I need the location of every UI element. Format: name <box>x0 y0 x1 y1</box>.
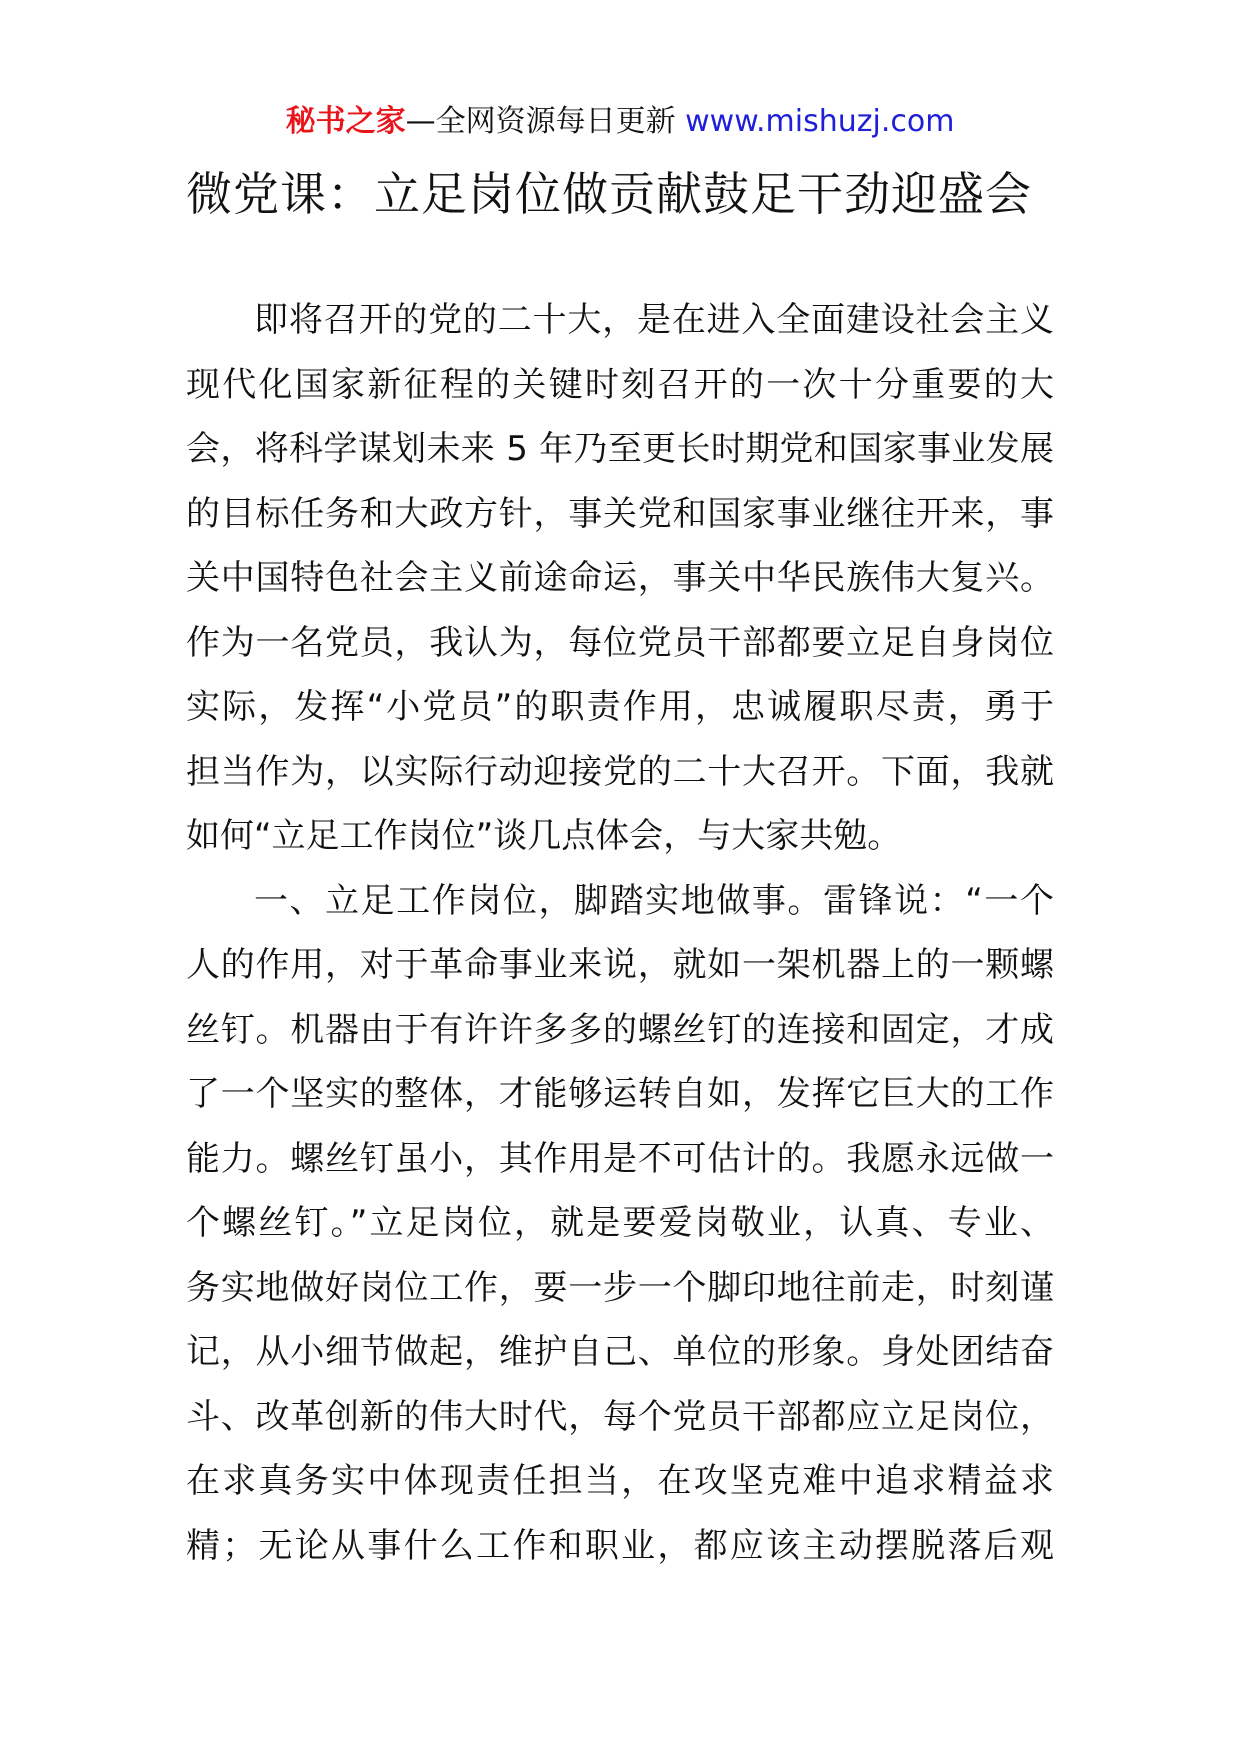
text-line: 的目标任务和大政方针，事关党和国家事业继往开来，事 <box>186 493 1054 534</box>
paragraph-section-one <box>186 869 1054 1579</box>
text-line: 记，从小细节做起，维护自己、单位的形象。身处团结奋 <box>186 1332 1054 1372</box>
text-line: 如何“立足工作岗位”谈几点体会，与大家共勉。 <box>186 816 902 856</box>
site-tagline: —全网资源每日更新 <box>405 104 686 139</box>
text-line: 担当作为，以实际行动迎接党的二十大召开。下面，我就 <box>186 751 1054 792</box>
site-url-link[interactable]: www.mishuzj.com <box>685 104 955 139</box>
text-line: 精；无论从事什么工作和职业，都应该主动摆脱落后观 <box>186 1525 1054 1566</box>
text-line: 会，将科学谋划未来 5 年乃至更长时期党和国家事业发展 <box>186 429 1054 469</box>
text-line: 人的作用，对于革命事业来说，就如一架机器上的一颗螺 <box>186 945 1054 985</box>
text-line: 务实地做好岗位工作，要一步一个脚印地往前走，时刻谨 <box>186 1267 1054 1308</box>
text-line: 现代化国家新征程的关键时刻召开的一次十分重要的大 <box>186 364 1054 405</box>
paragraph-intro <box>186 288 1054 869</box>
site-header <box>0 100 1240 144</box>
text-line: 实际，发挥“小党员”的职责作用，忠诚履职尽责，勇于 <box>186 687 1054 727</box>
text-line: 个螺丝钉。”立足岗位，就是要爱岗敬业，认真、专业、 <box>186 1203 1054 1243</box>
text-line: 丝钉。机器由于有许许多多的螺丝钉的连接和固定，才成 <box>186 1009 1054 1050</box>
text-line: 能力。螺丝钉虽小，其作用是不可估计的。我愿永远做一 <box>186 1138 1054 1179</box>
text-line: 关中国特色社会主义前途命运，事关中华民族伟大复兴。 <box>186 558 1054 598</box>
document-title: 微党课：立足岗位做贡献鼓足干劲迎盛会 <box>186 167 1032 221</box>
text-line: 在求真务实中体现责任担当，在攻坚克难中追求精益求 <box>186 1461 1054 1501</box>
text-line: 作为一名党员，我认为，每位党员干部都要立足自身岗位 <box>186 622 1054 663</box>
text-line: 一、立足工作岗位，脚踏实地做事。雷锋说：“一个 <box>254 880 1054 921</box>
text-line: 斗、改革创新的伟大时代，每个党员干部都应立足岗位， <box>186 1396 1054 1437</box>
text-line: 即将召开的党的二十大，是在进入全面建设社会主义 <box>254 300 1054 340</box>
site-brand: 秘书之家 <box>285 104 406 139</box>
document-body <box>186 288 1054 1578</box>
text-line: 了一个坚实的整体，才能够运转自如，发挥它巨大的工作 <box>186 1074 1054 1114</box>
